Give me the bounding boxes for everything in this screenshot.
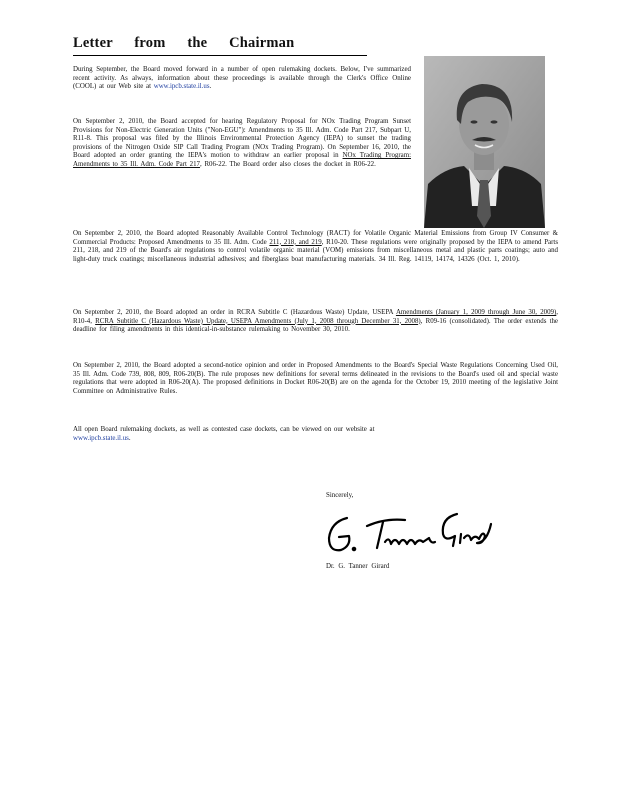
paragraph-nox-text-b: , R06-22. The Board order also closes the docket in R06-22. <box>200 160 376 168</box>
website-link-2[interactable]: www.ipcb.state.il.us <box>73 434 129 442</box>
paragraph-nox-text-a: On September 2, 2010, the Board accepted for hearing Regulatory Proposal for NOx Trading Program Sunset Provisions for Non-Electric Generation Units ("Non-EGU"): Amendments to 35 Ill. Adm. Code Part 217, Subpart U, R11-8. This proposal was filed by the Illinois Environmental Protection Agency (IEPA) to sunset the trading provisions of the Nitrogen Oxide SIP Call Trading Program (NOx Trading Program). On September 16, 2010, the Board adopted an order granting the IEPA's motion to withdraw an earlier proposal in <box>73 118 411 160</box>
paragraph-used-oil-text: On September 2, 2010, the Board adopted a second-notice opinion and order in Proposed Amendments to the Board's Special Waste Regulations Concerning Used Oil, 35 Ill. Adm. Code 739, 808, 809, R06-20(B). The rule proposes new definitions for several terms delineated in the revisions to the Board's used oil and special waste regulations that were adopted in R06-20(A). The proposed definitions in Docket R06-20(B) are on the agenda for the October 19, 2010 meeting of the legislative Joint Committee on Administrative Rules. <box>73 362 558 395</box>
paragraph-ract <box>73 230 558 264</box>
paragraph-rcra-text-c: , R09-16 (consolidated). The order extends the deadline for filing amendments in this identical-in-substance rulemaking to November 30, 2010. <box>73 317 558 334</box>
photo-eye-right <box>491 120 498 123</box>
website-link[interactable]: www.ipcb.state.il.us <box>153 83 210 91</box>
rcra-r09-16-link[interactable]: RCRA Subtitle C (Hazardous Waste) Update, USEPA Amendments (July 1, 2008 through December 31, 2008) <box>95 317 421 325</box>
title-underline <box>73 55 367 56</box>
closing: Sincerely, <box>326 492 354 499</box>
paragraph-nox <box>73 118 411 169</box>
paragraph-dockets-end: . <box>128 434 131 442</box>
paragraph-ract-text-b: , R10-20. These regulations were originally proposed by the IEPA to amend Parts 211, 218, and 219 of the Board's air regulations to control volatile organic material (VOM) emissions from miscellaneous metal and plastic parts coatings; auto and light-duty truck coatings; miscellaneous industrial adhesives; and fiberglass boat manufacturing materials. 34 Ill. Reg. 14119, 14174, 14326 (Oct. 1, 2010). <box>73 238 559 263</box>
nox-docket-link[interactable]: NOx Trading Program: Amendments to 35 Ill. Adm. Code Part 217 <box>73 152 411 168</box>
paragraph-intro-text: During September, the Board moved forward in a number of open rulemaking dockets. Below, I've summarized recent activity. As always, information about these proceedings is available through the Clerk's Office Online (COOL) at our Web site at <box>73 66 411 91</box>
page-title: Letter from the Chairman <box>73 35 295 51</box>
paragraph-used-oil <box>73 362 558 396</box>
paragraph-intro <box>73 66 411 92</box>
paragraph-dockets <box>73 426 558 443</box>
signer-name: Dr. G. Tanner Girard <box>326 563 390 570</box>
paragraph-rcra-text-b: , R10-4, <box>73 309 559 325</box>
paragraph-dockets-text: All open Board rulemaking dockets, as well as contested case dockets, can be viewed on our website at <box>73 426 375 433</box>
photo-eye-left <box>471 120 478 123</box>
paragraph-intro-end: . <box>209 83 212 91</box>
paragraph-rcra-text-a: On September 2, 2010, the Board adopted an order in RCRA Subtitle C (Hazardous Waste) Update, USEPA <box>73 309 394 316</box>
handwritten-signature <box>325 506 495 558</box>
paragraph-rcra <box>73 309 558 335</box>
ract-parts-link[interactable]: 211, 218, and 219 <box>269 238 322 246</box>
chairman-photo <box>424 56 545 228</box>
rcra-r10-4-link[interactable]: Amendments (January 1, 2009 through June 30, 2009) <box>395 309 557 316</box>
paragraph-ract-text-a: On September 2, 2010, the Board adopted Reasonably Available Control Technology (RACT) for Volatile Organic Material Emissions from Group IV Consumer & Commercial Products: Proposed Amendments to 35 Ill. Adm. Code <box>73 230 558 246</box>
